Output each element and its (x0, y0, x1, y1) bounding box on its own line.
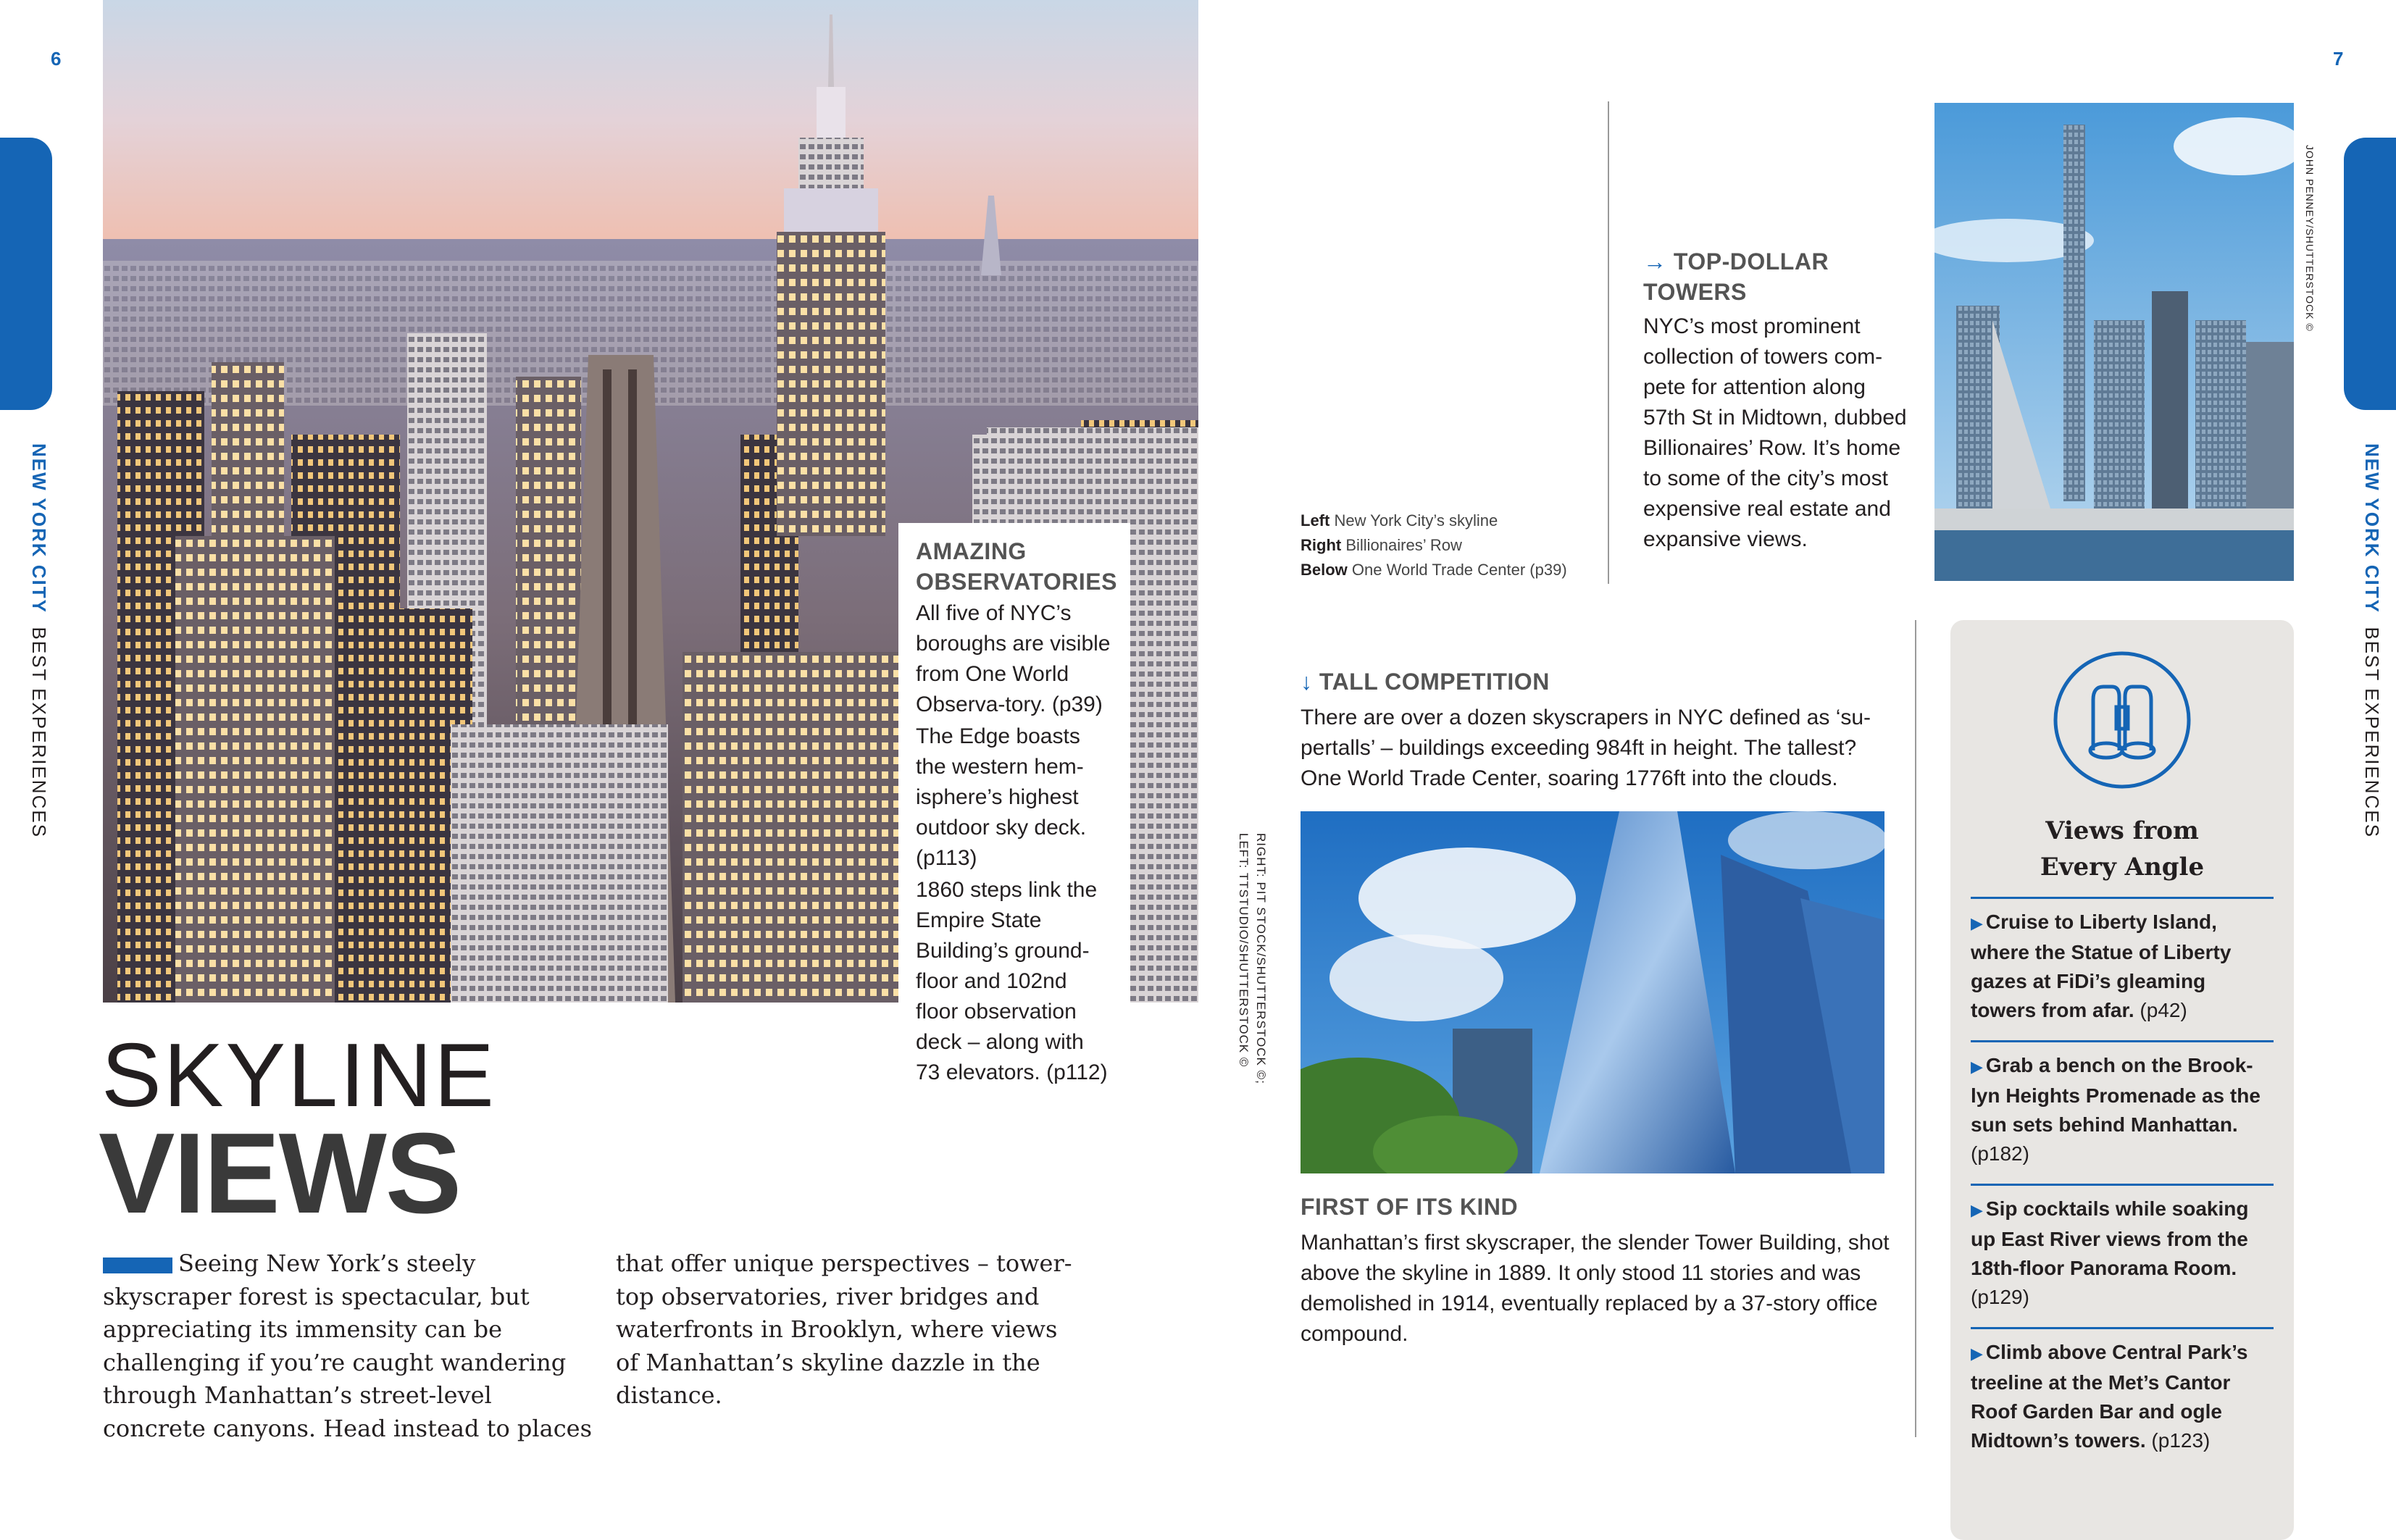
arrow-right-icon: → (1643, 248, 1667, 275)
side-label-strong: NEW YORK CITY (2361, 443, 2383, 614)
photo-credit-left (1235, 833, 1269, 1084)
credit-line-2: LEFT: TTSTUDIO/SHUTTERSTOCK © (1237, 833, 1251, 1068)
top-dollar-section (1643, 246, 1911, 555)
side-label-strong: NEW YORK CITY (28, 443, 50, 614)
billionaires-row-photo (1934, 103, 2294, 581)
first-of-its-kind-text: Manhattan’s first skyscraper, the slender Tower Building, shot above the skyline in 1889. It only stood 11 stories and was demolished in 1914, eventually replaced by a 37-story office compound. (1301, 1231, 1890, 1346)
column-rule-bottom (1915, 620, 1916, 1437)
observatories-paragraph: 1860 steps link the Empire State Building’s ground-floor and 102nd floor observation deck – along with 73 elevators. (p112) (916, 878, 1108, 1084)
observatories-heading-1: AMAZING (916, 538, 1027, 564)
top-dollar-text: NYC’s most prominent collection of towers com-pete for attention along 57th St in Midtown, dubbed Billionaires’ Row. It’s home to some of the city’s most expensive real estate and expansive views. (1643, 314, 1907, 551)
views-title-2: Every Angle (2040, 853, 2205, 882)
tall-competition-section (1301, 666, 1902, 794)
tip-item: ▶ Climb above Central Park’s treeline at the Met’s Cantor Roof Garden Bar and ogle Midtown’s towers. (p123) (1971, 1327, 2274, 1470)
triangle-bullet-icon: ▶ (1971, 914, 1983, 932)
side-label-rest: BEST EXPERIENCES (28, 627, 50, 839)
side-tab-left (0, 138, 52, 410)
triangle-bullet-icon: ▶ (1971, 1201, 1983, 1219)
intro-accent-bar (103, 1257, 172, 1273)
first-of-its-kind-section (1301, 1192, 1902, 1349)
observatories-paragraph: All five of NYC’s boroughs are visible from One World Observa-tory. (p39) (916, 601, 1111, 716)
views-title-1: Views from (2045, 816, 2199, 845)
tall-competition-text: There are over a dozen skyscrapers in NYC defined as ‘su-pertalls’ – buildings exceeding 984ft in height. The tallest? One World Trade Center, soaring 1776ft into the clouds. (1301, 706, 1871, 790)
intro-text-1: Seeing New York’s steely skyscraper forest is spectacular, but appreciating its immensity can be challenging if you’re caught wandering through Manhattan’s street-level concrete canyons. Head instead to places (103, 1250, 592, 1442)
photo-credit-right: JOHN PENNEY/SHUTTERSTOCK © (2304, 145, 2316, 332)
binoculars-icon (2051, 649, 2193, 791)
intro-text-2: that offer unique perspectives – tower-top observatories, river bridges and waterfronts in Brooklyn, where views of Manhattan’s skyline dazzle in the distance. (616, 1250, 1072, 1409)
observatories-box (898, 523, 1130, 1175)
title-line-1: SKYLINE (101, 1026, 496, 1126)
side-label-left (28, 443, 50, 838)
caption-below: Below One World Trade Center (p39) (1301, 561, 1567, 579)
one-world-trade-center-photo (1301, 811, 1884, 1173)
title-line-2: VIEWS (99, 1110, 461, 1237)
observatories-text (916, 598, 1113, 1088)
page-number-right: 7 (2333, 48, 2344, 70)
triangle-bullet-icon: ▶ (1971, 1058, 1983, 1076)
top-dollar-heading-1: → TOP-DOLLAR (1643, 248, 1829, 275)
caption-right: Right Billionaires’ Row (1301, 536, 1462, 554)
column-rule-top (1608, 101, 1609, 584)
intro-column-2 (616, 1247, 1080, 1413)
intro-column-1 (103, 1247, 596, 1445)
triangle-bullet-icon: ▶ (1971, 1344, 1983, 1363)
top-dollar-heading-2: TOWERS (1643, 279, 1747, 305)
views-box (1950, 620, 2294, 1540)
credit-line-1: RIGHT: PIT STOCK/SHUTTERSTOCK ©; (1254, 833, 1268, 1084)
arrow-down-icon: ↓ (1301, 669, 1313, 695)
tip-item: ▶ Sip cocktails while soaking up East River views from the 18th-floor Panorama Room. (p129) (1971, 1184, 2274, 1327)
caption-left: Left New York City’s skyline (1301, 511, 1498, 530)
page-number-left: 6 (51, 48, 62, 70)
observatories-heading-2: OBSERVATORIES (916, 569, 1117, 595)
side-tab-right (2344, 138, 2396, 410)
first-of-its-kind-heading: FIRST OF ITS KIND (1301, 1194, 1519, 1220)
side-label-rest: BEST EXPERIENCES (2361, 627, 2383, 839)
observatories-paragraph: The Edge boasts the western hem-isphere’s highest outdoor sky deck. (p113) (916, 724, 1087, 870)
tip-item: ▶ Grab a bench on the Brook-lyn Heights Promenade as the sun sets behind Manhattan. (p182) (1971, 1040, 2274, 1184)
photo-captions (1301, 509, 1590, 582)
tip-item: ▶ Cruise to Liberty Island, where the Statue of Liberty gazes at FiDi’s gleaming towers from afar. (p42) (1971, 897, 2274, 1040)
tall-competition-heading: ↓ TALL COMPETITION (1301, 669, 1550, 695)
side-label-right (2360, 443, 2383, 838)
